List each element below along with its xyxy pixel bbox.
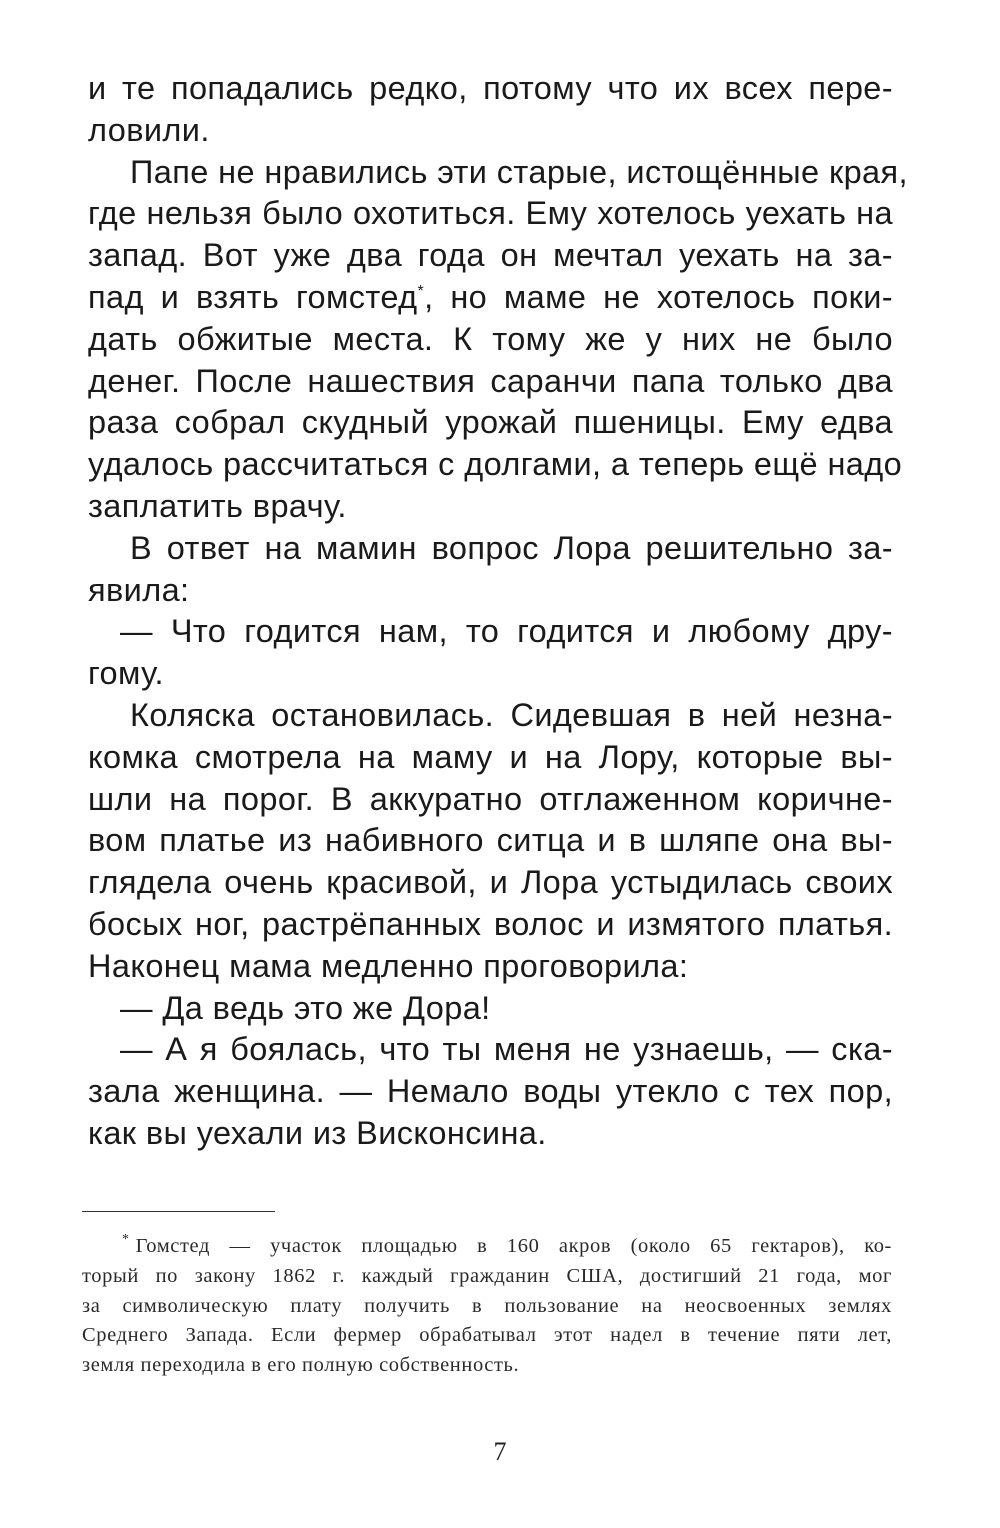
text-line: запад. Вот уже два года он мечтал уехать на за- [88, 237, 893, 274]
text-line: удалось рассчитаться с долгами, а теперь ещё надо [88, 446, 903, 483]
text-line: заплатить врачу. [88, 487, 347, 524]
text-line: Коляска остановилась. Сидевшая в ней незна- [130, 696, 893, 733]
text-line: босых ног, растрёпанных волос и измятого платья. [88, 905, 893, 942]
text-line: Папе не нравились эти старые, истощённые края, [130, 153, 908, 190]
footnote-marker: * [122, 1232, 130, 1247]
text-line: зала женщина. — Немало воды утекло с тех пор, [88, 1073, 893, 1110]
text-line: — Да ведь это же Дора! [120, 989, 491, 1026]
text-line: раза собрал скудный урожай пшеницы. Ему едва [88, 404, 893, 441]
main-text [88, 68, 908, 1155]
footnote-line: земля переходила в его полную собственность. [82, 1354, 520, 1377]
text-line-with-footnote-ref [88, 277, 893, 319]
footnote-line: за символическую плату получить в пользование на неосвоенных землях [82, 1294, 892, 1317]
text-line: как вы уехали из Висконсина. [88, 1114, 547, 1151]
text-line: и те попадались редко, потому что их всех пере- [88, 70, 893, 106]
footnote-line: Среднего Запада. Если фермер обрабатывал этот надел в течение пяти лет, [82, 1324, 892, 1347]
text-line: Наконец мама медленно проговорила: [88, 947, 689, 984]
page-number: 7 [493, 1437, 507, 1466]
footnote-divider [82, 1211, 275, 1212]
text-line: В ответ на мамин вопрос Лора решительно за- [130, 529, 893, 566]
footnote-reference[interactable]: * [417, 282, 425, 300]
text-line: дать обжитые места. К тому же у них не было [88, 320, 893, 357]
text-line: — Что годится нам, то годится и любому дру- [120, 613, 893, 650]
footnote-text: Гомстед — участок площадью в 160 акров (около 65 гектаров), ко- [135, 1235, 892, 1257]
footnote [82, 1232, 892, 1381]
text-line: комка смотрела на маму и на Лору, которые вы- [88, 738, 893, 775]
text-line: шли на порог. В аккуратно отглаженном коричне- [88, 780, 893, 817]
text-line: — А я боялась, что ты меня не узнаешь, — ска- [120, 1031, 893, 1068]
text-line: явила: [88, 571, 190, 608]
text-line: ловили. [88, 111, 210, 148]
text-line: гому. [88, 655, 164, 692]
text-line: глядела очень красивой, и Лора устыдилась своих [88, 864, 893, 901]
text-segment: , но маме не хотелось поки- [424, 278, 893, 315]
footnote-line [82, 1232, 892, 1262]
text-line: где нельзя было охотиться. Ему хотелось уехать на [88, 195, 893, 232]
text-segment: пад и взять гомстед [88, 278, 418, 315]
text-line: вом платье из набивного ситца и в шляпе она вы- [88, 822, 893, 859]
footnote-line: торый по закону 1862 г. каждый гражданин США, достигший 21 года, мог [82, 1264, 892, 1287]
text-line: денег. После нашествия саранчи папа только два [88, 362, 893, 399]
